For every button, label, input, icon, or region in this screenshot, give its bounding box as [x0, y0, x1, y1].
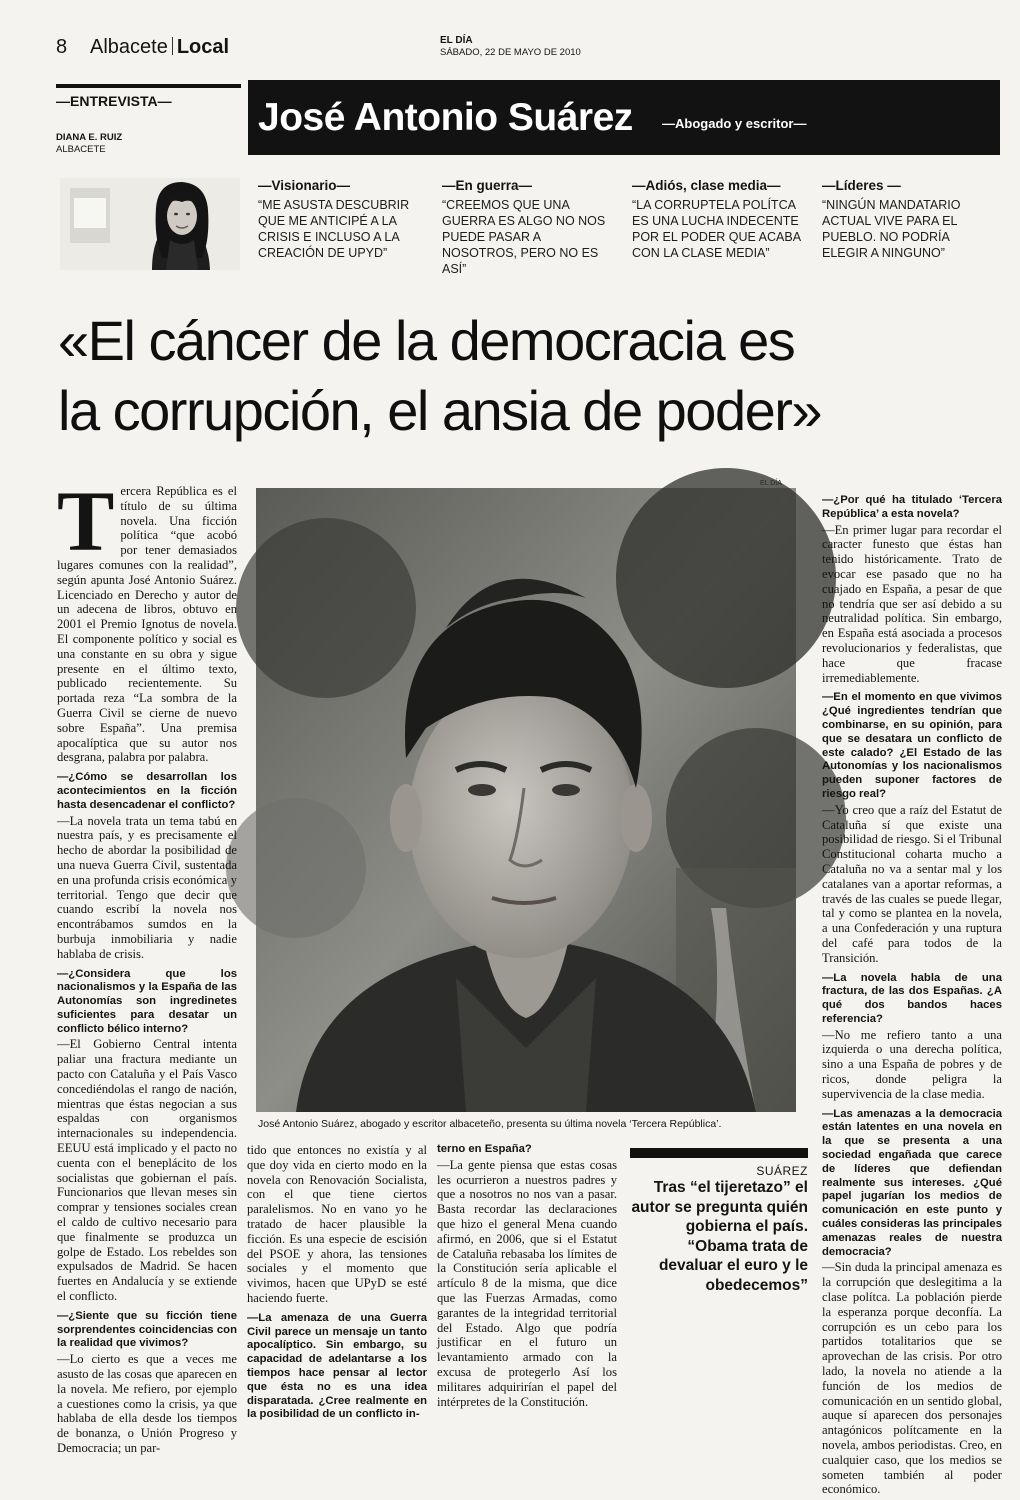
quote-text: “NINGÚN MANDATARIO ACTUAL VIVE PARA EL PUEBLO. NO PODRÍA ELEGIR A NINGUNO”	[822, 198, 961, 260]
quote-text: “CREEMOS QUE UNA GUERRA ES ALGO NO NOS PUEDE PASAR A NOSOTROS, PERO NO ES ASÍ”	[442, 198, 606, 276]
article-column-3	[437, 1143, 617, 1412]
answer: —Yo creo que a raíz del Estatut de Cataluña sí que existe una posibilidad de riesgo. Si el Tribunal Constitucional coharta mucho a Cataluña no va a sentar mal y los catalanes van a aportar reformas, a través de las cuales se puede llegar, tal y como se plantea en la novela, a una Confederación y una ruptura del café para todos de la Transición.	[822, 802, 1002, 965]
question: —La novela habla de una fractura, de las dos Españas. ¿A qué dos bandos haces referencia?	[822, 971, 1002, 1025]
author-location: ALBACETE	[56, 144, 106, 155]
tagline-rule	[56, 84, 241, 88]
question: terno en España?	[437, 1143, 532, 1155]
section-label	[90, 36, 229, 59]
quote-heading: —Líderes —	[822, 178, 901, 193]
question: —¿Siente que su ficción tiene sorprendentes coincidencias con la realidad que vivimos?	[57, 1309, 237, 1350]
drop-cap: T	[57, 473, 115, 569]
question: —En el momento en que vivimos ¿Qué ingredientes tendrían que combinarse, en su opinión, para que se desatara un conflicto de este calado? ¿El Estado de las Autonomías y los nacionalismos pueden suponer factores de riesgo real?	[822, 691, 1002, 800]
pull-quote-name: SUÁREZ	[756, 1164, 808, 1178]
interviewee-name: José Antonio Suárez	[258, 96, 633, 139]
subsection-name: Local	[176, 36, 230, 58]
quote-box-lideres	[822, 178, 992, 261]
quote-heading: —En guerra—	[442, 178, 533, 193]
article-column-1	[57, 473, 237, 1459]
quote-heading: —Adiós, clase media—	[632, 178, 781, 193]
quote-box-visionario	[258, 178, 428, 261]
answer: —La novela trata un tema tabú en nuestra país, y es precisamente el hecho de abordar la posibilidad de una nueva Guerra Civil, sustentada en una profunda crisis económica y territorial. Tengo que decir que cuando escribí la novela nos encontrábamos sumdos en la burbuja inmobiliaria y nadie hablaba de crisis.	[57, 813, 237, 961]
quote-box-clase-media	[632, 178, 802, 261]
headline-line-1: «El cáncer de la democracia es	[58, 309, 795, 372]
issue-date: SÁBADO, 22 DE MAYO DE 2010	[440, 47, 581, 58]
lead-paragraph	[57, 473, 237, 765]
pull-quote-rule	[630, 1148, 808, 1158]
quote-text: “LA CORRUPTELA POLÍTCA ES UNA LUCHA INDECENTE POR EL PODER QUE ACABA CON LA CLASE MEDIA”	[632, 198, 801, 260]
newspaper-name: EL DÍA	[440, 35, 473, 46]
question: —Las amenazas a la democracia están latentes en una novela en la que se presenta a una sociedad engañada que carece de líderes que defiendan realmente sus intereses. ¿Qué papel jugarían los medios de comunicación en este punto y cuáles consideras las principales amenazas reales de nuestra democracia?	[822, 1107, 1002, 1258]
answer: tido que entonces no existía y al que doy vida en cierto modo en la novela con Renovación Socialista, con el que tiene ciertos paralelismos. No en vano yo he tratado de hacer plausible la ficción. Es una especie de escisión del PSOE y ahora, las tensiones sociales y el momento que vivimos, hacen que UPyD se esté haciendo fuerte.	[247, 1143, 427, 1305]
question: —¿Por qué ha titulado ‘Tercera República’ a esta novela?	[822, 494, 1002, 520]
lead-text: ercera República es el título de su última novela. Una ficción política “que acobó por tener demasiados lugares comunes con la realidad”, según apunta José Antonio Suárez. Licenciado en Derecho y autor de un adecena de libros, obtuvo en 2001 el Premio Ignotus de novela. El componente político y social es una constante en su obra y sigue presente en el último texto, publicado recientemente. Su portada reza “La sombra de la Guerra Civil se cierne de nuevo sobre España”. Una premisa apocalíptica que su autor nos desgrana, palabra por palabra.	[57, 484, 237, 765]
article-column-2	[247, 1143, 427, 1423]
section-divider	[172, 37, 173, 55]
answer: —Sin duda la principal amenaza es la corrupción que deslegitima a la clase polítca. La población pierde la esperanza porque deconfía. La corrupción es un cebo para los partidos totalitarios que se aprovechan de las crisis. Por otro lado, la novela no atiende a la función de los medios de comunicación en un sentido global, auque sí aparecen dos personajes antagónicos polítcamente en la novela, ambos periodistas. Creo, en cualquier caso, que los medios se someten también al poder económico.	[822, 1260, 1002, 1497]
section-name: Albacete	[90, 36, 168, 58]
photo-caption: José Antonio Suárez, abogado y escritor albaceteño, presenta su última novela ‘Tercera República’.	[258, 1118, 722, 1130]
answer: —El Gobierno Central intenta paliar una fractura mediante un pacto con Cataluña y el País Vasco concediéndolas el rango de nación, mientras que éstas negocian a sus espaldas con organismos internacionales su independencia. EEUU está implicado y el pacto no cuenta con el beneplácito de los socialistas que gobiernan el país. Funcionarios que llevan meses sin comprar y tensiones sociales crean el caldo de cultivo necesario para que finalmente se produzca un golpe de Estado. Los rebeldes son expulsados de Madrid. Se hacen fuertes en Andalucía y se extiende el conflicto.	[57, 1037, 237, 1304]
pull-quote-text: Tras “el tijeretazo” el autor se pregunta quién gobierna el país. “Obama trata de devaluar el euro y le obedecemos”	[631, 1179, 808, 1294]
article-column-4	[822, 494, 1002, 1500]
answer: —Lo cierto es que a veces me asusto de las cosas que aparecen en la novela. Me refiero, por ejemplo a cuestiones como la crisis, ya que hablaba de ella desde los tiempos de bonanza, o Unión Progreso y Democracia; un par-	[57, 1352, 237, 1455]
interviewee-role: —Abogado y escritor—	[662, 116, 807, 131]
headline	[58, 306, 1008, 446]
page-number: 8	[56, 36, 68, 58]
interview-tag: —ENTREVISTA—	[56, 93, 172, 109]
quote-text: “ME ASUSTA DESCUBRIR QUE ME ANTICIPÉ A LA CRISIS E INCLUSO A LA CREACIÓN DE UPYD”	[258, 198, 410, 260]
question: —¿Cómo se desarrollan los acontecimientos en la ficción hasta desencadenar el conflicto?	[57, 771, 237, 811]
quote-heading: —Visionario—	[258, 178, 351, 193]
question: —¿Considera que los nacionalismos y la España de las Autonomías son ingredinetes suficientes para desatar un conflicto bélico interno?	[57, 967, 237, 1035]
answer: —La gente piensa que estas cosas les ocurrieron a nuestros padres y que a nosotros no nos van a pasar. Basta recordar las declaraciones que hizo el general Mena cuando afirmó, en 2006, que si el Estatut de Cataluña rebasaba los límites de la Constitución sería aplicable el artículo 8 de la misma, que dice que las Fuerzas Armadas, como garantes de la integridad territorial del Estado. Algo que podría justificar en el futuro un levantamiento armado con la excusa de protegerlo Así los militares adquirirían el papel del intérpretes de la Constitución.	[437, 1157, 617, 1409]
author-name: DIANA E. RUIZ	[56, 132, 123, 143]
headline-line-2: la corrupción, el ansia de poder»	[58, 379, 822, 442]
answer: —En primer lugar para recordar el caracter funesto que éstas han tenido históricamente. Trato de evocar ese pasado que no ha cuajado en España, a pesar de que no tendría que ser así debido a su neutralidad política. Sin embargo, en España está asociada a procesos revolucionarios y federalistas, que hace que fracase irremediablemente.	[822, 522, 1002, 685]
interviewee-photo	[256, 488, 796, 1112]
author-photo	[60, 178, 240, 270]
question: —La amenaza de una Guerra Civil parece un mensaje un tanto apocalíptico. Sin embargo, su capacidad de adelantarse a los tiempos hace pensar al lector que ésta no es una idea disparatada. ¿Cree realmente en la posibilidad de un conflicto in-	[247, 1311, 427, 1421]
quote-box-en-guerra	[442, 178, 612, 277]
answer: —No me refiero tanto a una izquierda o una derecha política, sino a una España de pobres y de ricos, donde peligra la supervivencia de la clase media.	[822, 1027, 1002, 1101]
